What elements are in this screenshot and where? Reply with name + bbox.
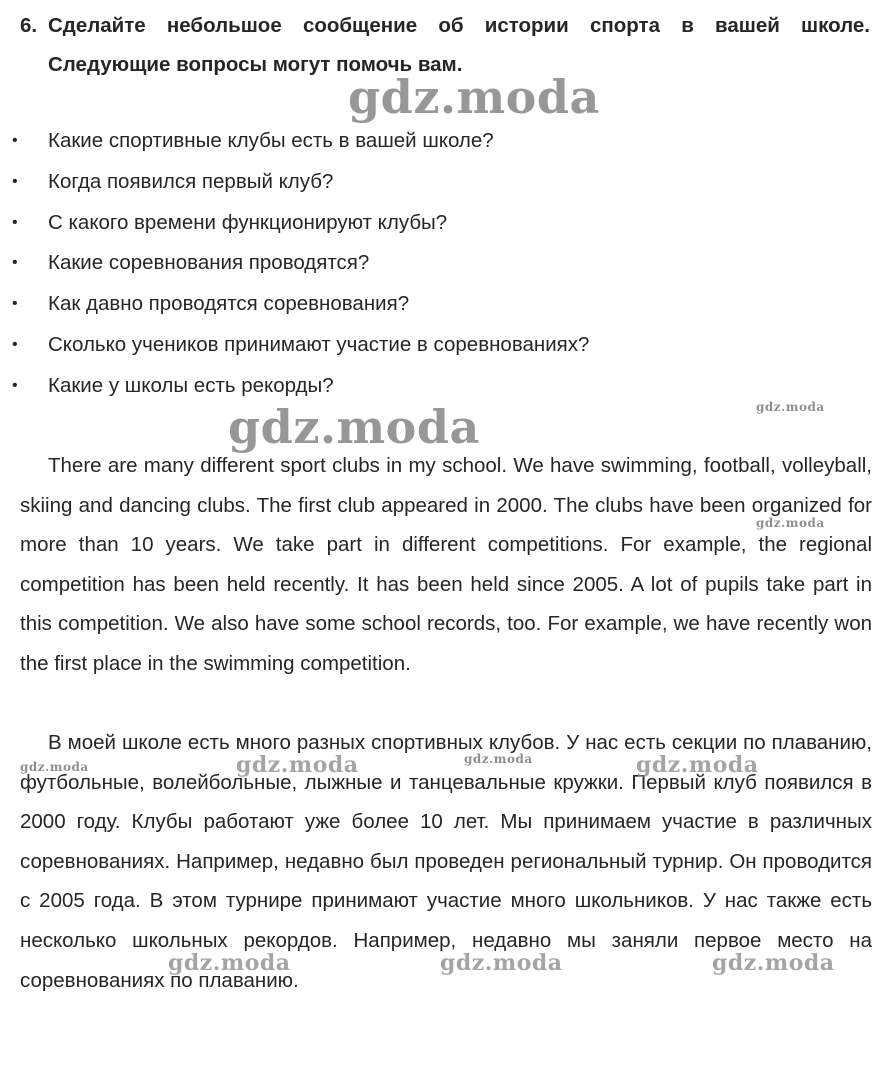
- watermark-logo: gdz.moda: [756, 400, 825, 414]
- task-heading-line-1: [20, 6, 870, 45]
- bullet-icon: •: [12, 254, 18, 272]
- russian-translation-paragraph: В моей школе есть много разных спортивных клубов. У нас есть секции по плаванию, футбольные, волейбольные, лыжные и танцевальные кружки. Первый клуб появился в 2000 году. Клубы работают уже более 10 лет. Мы принимаем участие в различных соревнованиях. Например, недавно был проведен региональный турнир. Он проводится с 2005 года. В этом турнире принимают участие много школьников. У нас также есть несколько школьных рекордов. Например, недавно мы заняли первое место на соревнованиях по плаванию.: [20, 731, 872, 992]
- question-text: С какого времени функционируют клубы?: [48, 210, 448, 234]
- task-heading-line-2: Следующие вопросы могут помочь вам.: [48, 53, 463, 76]
- list-item: [0, 121, 589, 162]
- question-text: Когда появился первый клуб?: [48, 169, 334, 193]
- questions-list: [0, 121, 589, 407]
- list-item: [0, 325, 589, 366]
- bullet-icon: •: [12, 213, 18, 231]
- question-text: Как давно проводятся соревнования?: [48, 292, 410, 316]
- question-text: Какие соревнования проводятся?: [48, 251, 370, 275]
- watermark-logo: gdz.moda: [348, 70, 600, 124]
- list-item: [0, 243, 589, 284]
- question-text: Какие у школы есть рекорды?: [48, 373, 334, 397]
- watermark-logo: gdz.moda: [228, 400, 480, 454]
- list-item: [0, 284, 589, 325]
- bullet-icon: •: [12, 335, 18, 353]
- bullet-icon: •: [12, 172, 18, 190]
- bullet-icon: •: [12, 376, 18, 394]
- task-heading-text-1: Сделайте небольшое сообщение об истории спорта в вашей школе.: [48, 14, 870, 37]
- bullet-icon: •: [12, 132, 18, 149]
- english-answer-paragraph: There are many different sport clubs in my school. We have swimming, football, volleyball, skiing and dancing clubs. The first club appeared in 2000. The clubs have been organized for more than 10 years. We take part in different competitions. For example, the regional competition has been held recently. It has been held since 2005. A lot of pupils take part in this competition. We also have some school records, too. For example, we have recently won the first place in the swimming competition.: [20, 454, 872, 675]
- watermark-logo: gdz.moda: [636, 752, 759, 778]
- watermark-logo: gdz.moda: [756, 516, 825, 530]
- list-item: [0, 162, 589, 203]
- list-item: [0, 203, 589, 244]
- bullet-icon: •: [12, 295, 18, 313]
- watermark-logo: gdz.moda: [712, 950, 835, 976]
- watermark-logo: gdz.moda: [168, 950, 291, 976]
- watermark-logo: gdz.moda: [20, 760, 89, 774]
- question-text: Сколько учеников принимают участие в соревнованиях?: [48, 332, 590, 356]
- task-number: 6.: [20, 14, 38, 37]
- watermark-logo: gdz.moda: [464, 752, 533, 766]
- watermark-logo: gdz.moda: [440, 950, 563, 976]
- watermark-logo: gdz.moda: [236, 752, 359, 778]
- question-text: Какие спортивные клубы есть в вашей школе?: [48, 129, 494, 152]
